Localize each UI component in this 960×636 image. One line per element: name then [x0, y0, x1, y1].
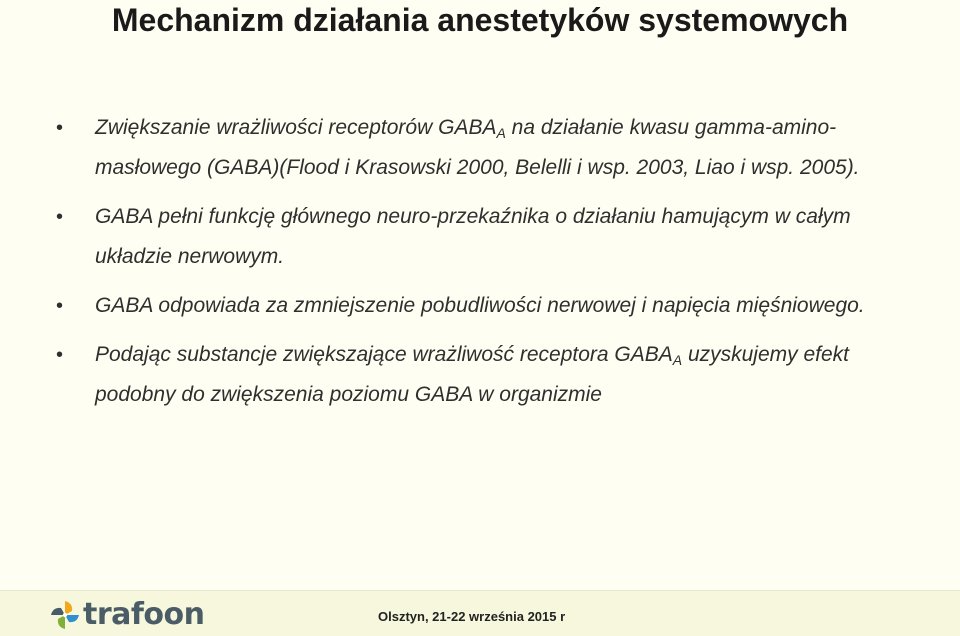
bullet-marker: •: [56, 295, 64, 317]
bullet-text-pre: Zwiększanie wrażliwości receptorów GABA: [95, 116, 497, 139]
slide-title: Mechanizm działania anestetyków systemowych: [111, 2, 849, 38]
bullet-text: [95, 343, 849, 406]
footer-bar: [0, 590, 960, 636]
bullet-text-pre: Podając substancje zwiększające wrażliwość receptora GABA: [95, 343, 673, 366]
bullet-marker: •: [56, 206, 64, 228]
event-info: Olsztyn, 21-22 września 2015 r: [378, 609, 566, 624]
bullet-list: [54, 108, 914, 424]
subscript: A: [496, 125, 506, 141]
bullet-text-post: uzyskujemy efekt podobny do zwiększenia poziomu GABA w organizmie: [95, 343, 850, 406]
logo-text: trafoon: [83, 597, 205, 632]
bullet-text-post: na działanie kwasu gamma-amino-masłowego (GABA)(Flood i Krasowski 2000, Belelli i wsp. 2003, Liao i wsp. 2005).: [95, 116, 860, 179]
bullet-text: GABA odpowiada za zmniejszenie pobudliwości nerwowej i napięcia mięśniowego.: [95, 294, 865, 317]
trafoon-logo: [49, 599, 205, 631]
bullet-item: [54, 197, 914, 277]
subscript: A: [672, 352, 683, 368]
pinwheel-icon: [49, 599, 81, 631]
bullet-text: GABA pełni funkcję głównego neuro-przekaźnika o działaniu hamującym w całym układzie nerwowym.: [95, 205, 851, 268]
bullet-text: [95, 116, 860, 179]
bullet-item: [54, 108, 914, 188]
bullet-item: [54, 335, 914, 415]
bullet-item: [54, 286, 914, 326]
bullet-marker: •: [56, 344, 64, 366]
bullet-marker: •: [56, 117, 64, 139]
